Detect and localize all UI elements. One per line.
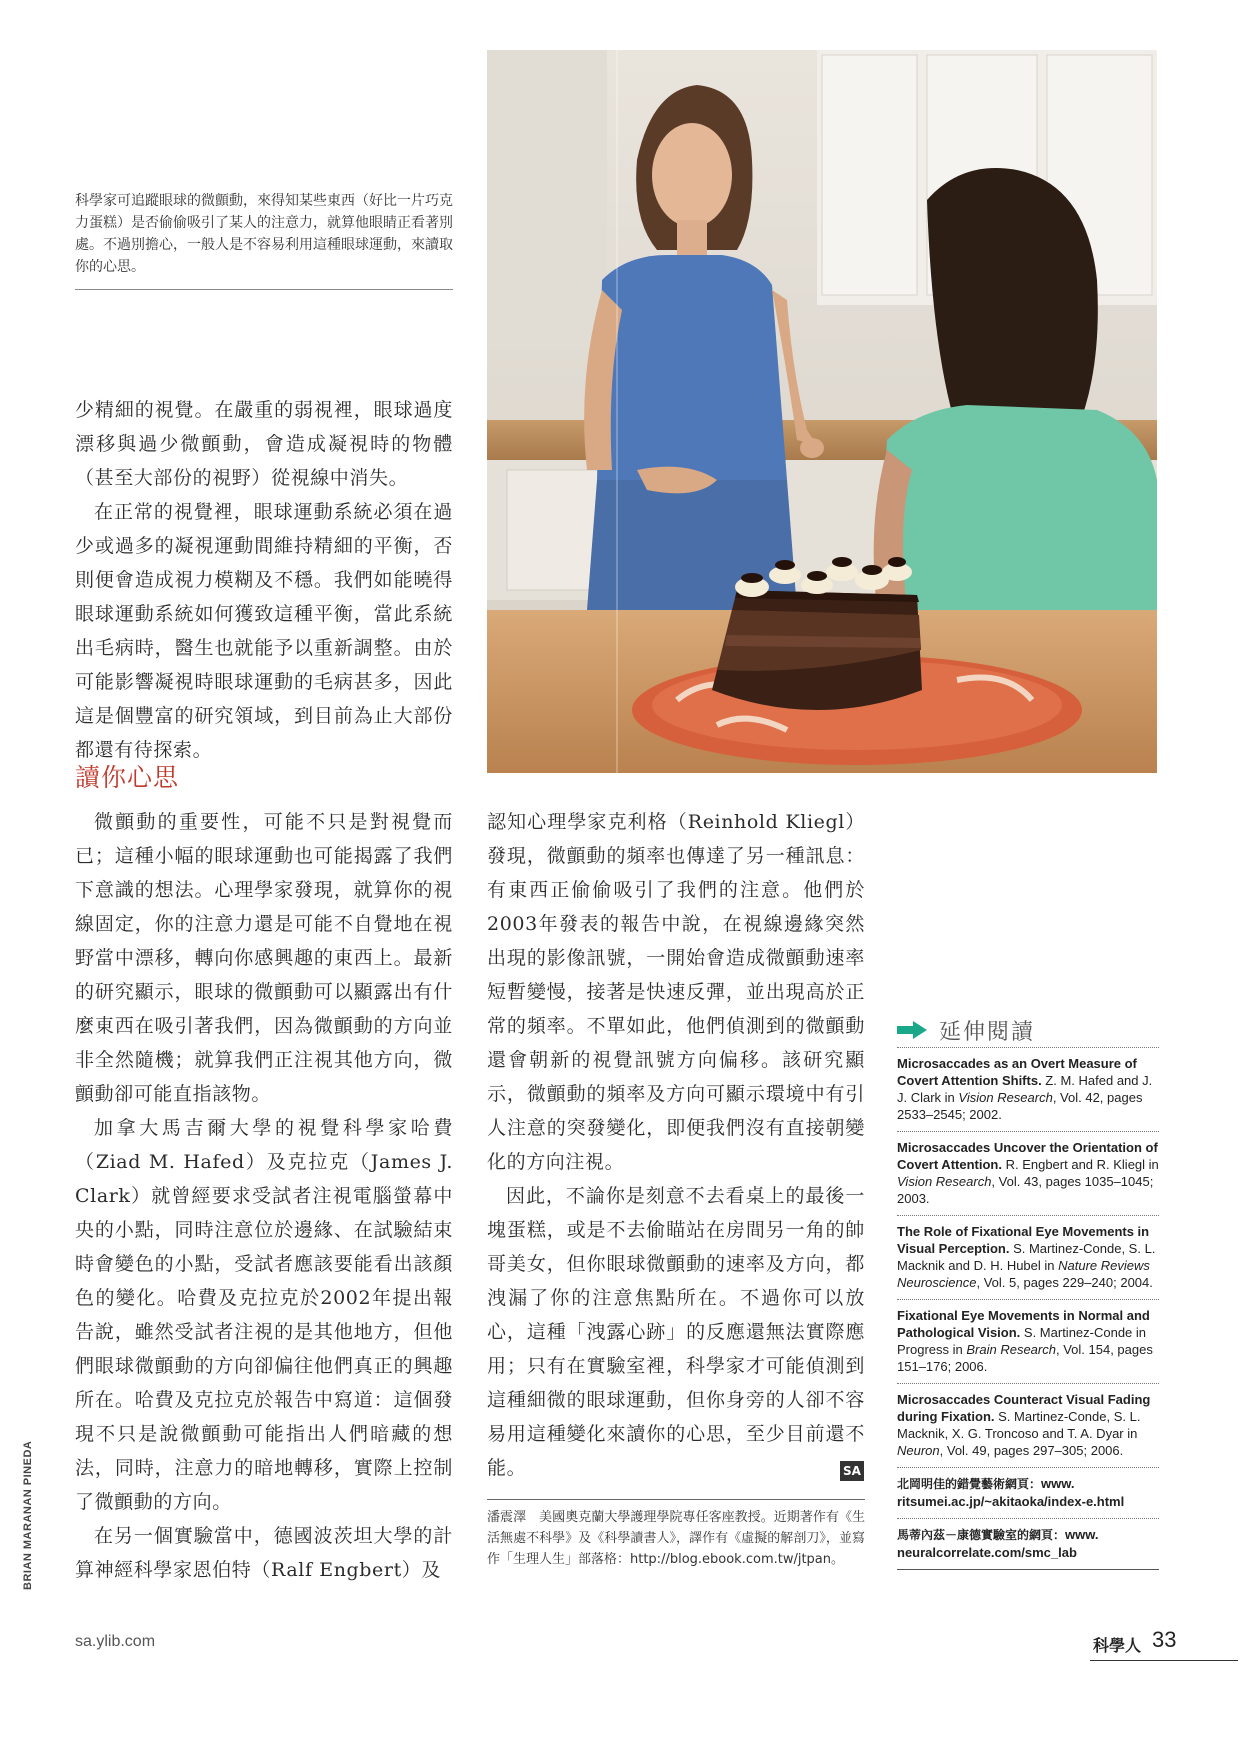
web-link-item [897,1467,1159,1518]
reference-details: , Vol. 43, pages 1035–1045; 2003. [897,1174,1154,1206]
reference-details: , Vol. 49, pages 297–305; 2006. [939,1443,1124,1458]
web-link-url[interactable]: www. neuralcorrelate.com/smc_lab [897,1527,1099,1560]
caption-divider [75,289,453,290]
reference-item [897,1215,1159,1299]
paragraph: 微顫動的重要性，可能不只是對視覺而已；這種小幅的眼球運動也可能揭露了我們下意識的想法。心理學家發現，就算你的視線固定，你的注意力還是可能不自覺地在視野當中漂移，轉向你感興趣的東西上。最新的研究顯示，眼球的微顫動可以顯露出有什麼東西在吸引著我們，因為微顫動的方向並非全然隨機；就算我們正注視其他方向，微顫動卻可能直指該物。 [75,811,453,1105]
further-reading-header [897,1013,1159,1047]
paragraph: 少精細的視覺。在嚴重的弱視裡，眼球過度漂移與過少微顫動，會造成凝視時的物體（甚至大部份的視野）從視線中消失。 [75,399,453,489]
reference-item [897,1383,1159,1467]
reference-journal: Vision Research [897,1174,992,1189]
reference-journal: Neuron [897,1443,940,1458]
reference-item [897,1047,1159,1131]
reference-journal: Brain Research [966,1342,1056,1357]
paragraph: 因此，不論你是刻意不去看桌上的最後一塊蛋糕，或是不去偷瞄站在房間另一角的帥哥美女，但你眼球微顫動的速率及方向，都洩漏了你的注意焦點所在。不過你可以放心，這種「洩露心跡」的反應還無法實際應用；只有在實驗室裡，科學家才可能偵測到這種細微的眼球運動，但你身旁的人卻不容易用這種變化來讀你的心思，至少目前還不能。 [487,1185,865,1479]
web-links [897,1467,1159,1569]
reference-title: Microsaccades as an Overt Measure of Covert Attention Shifts. [897,1056,1137,1088]
cake-photo [487,50,1157,773]
reference-title: Microsaccades Uncover the Orientation of Covert Attention. [897,1140,1158,1172]
web-link-label: 北岡明佳的錯覺藝術網頁： [897,1477,1042,1491]
paragraph: 在另一個實驗當中，德國波茨坦大學的計算神經科學家恩伯特（Ralf Engbert）及 [75,1525,453,1581]
body-column-1-top [75,393,453,767]
reference-authors: S. Martinez-Conde, S. L. Macknik, X. G. Troncoso and T. A. Dyar in [897,1409,1141,1441]
body-column-1-bottom [75,805,453,1587]
footer-rule [1090,1660,1238,1661]
reference-title: The Role of Fixational Eye Movements in Visual Perception. [897,1224,1150,1256]
reference-authors: R. Engbert and R. Kliegl in [1001,1157,1159,1172]
paragraph: 加拿大馬吉爾大學的視覺科學家哈費（Ziad M. Hafed）及克拉克（James J. Clark）就曾經要求受試者注視電腦螢幕中央的小點，同時注意位於邊緣、在試驗結束時會變色的小點，受試者應該要能看出該顏色的變化。哈費及克拉克於2002年提出報告說，雖然受試者注視的是其他地方，但他們眼球微顫動的方向卻偏往他們真正的興趣所在。哈費及克拉克於報告中寫道：這個發現不只是說微顫動可能指出人們暗藏的想法，同時，注意力的暗地轉移，實際上控制了微顫動的方向。 [75,1117,453,1513]
reference-title: Microsaccades Counteract Visual Fading during Fixation. [897,1392,1151,1424]
page-number: 33 [1152,1627,1177,1652]
reference-authors: Z. M. Hafed and J. J. Clark in [897,1073,1153,1105]
web-link-url[interactable]: www. ritsumei.ac.jp/~akitaoka/index-e.html [897,1476,1125,1509]
author-bio: 潘震澤 美國奧克蘭大學護理學院專任客座教授。近期著作有《生活無處不科學》及《科學讀書人》，譯作有《虛擬的解剖刀》，並寫作「生理人生」部落格：http://blog.ebook.com.tw/jtpan。 [487,1510,865,1567]
reference-authors: S. Martinez-Conde in Progress in [897,1325,1147,1357]
photo-credit: BRIAN MARANAN PINEDA [22,1440,34,1590]
reference-item [897,1299,1159,1383]
end-mark: SA [840,1461,864,1481]
paragraph: 認知心理學家克利格（Reinhold Kliegl）發現，微顫動的頻率也傳達了另一種訊息：有東西正偷偷吸引了我們的注意。他們於2003年發表的報告中說，在視線邊緣突然出現的影像訊號，一開始會造成微顫動速率短暫變慢，接著是快速反彈，並出現高於正常的頻率。不單如此，他們偵測到的微顫動還會朝新的視覺訊號方向偏移。該研究顯示，微顫動的頻率及方向可顯示環境中有引人注意的突發變化，即便我們沒有直接朝變化的方向注視。 [487,811,865,1173]
further-reading-title: 延伸閱讀 [939,1019,1036,1045]
arrow-right-icon [897,1021,927,1039]
reference-details: , Vol. 154, pages 151–176; 2006. [897,1342,1153,1374]
reference-details: , Vol. 5, pages 229–240; 2004. [976,1275,1153,1290]
web-link-item [897,1518,1159,1569]
reference-item [897,1131,1159,1215]
section-heading: 讀你心思 [75,763,180,792]
reference-authors: S. Martinez-Conde, S. L. Macknik and D. H. Hubel in [897,1241,1156,1273]
reference-list [897,1047,1159,1467]
photo-caption: 科學家可追蹤眼球的微顫動，來得知某些東西（好比一片巧克力蛋糕）是否偷偷吸引了某人的注意力，就算他眼睛正看著別處。不過別擔心，一般人是不容易利用這種眼球運動，來讀取你的心思。 [75,193,453,275]
reference-journal: Vision Research [958,1090,1053,1105]
sidebar-bottom-rule [897,1569,1159,1570]
web-link-label: 馬蒂內茲－康德實驗室的網頁： [897,1528,1066,1542]
body-column-2 [487,805,865,1485]
further-reading-sidebar [897,1013,1159,1570]
paragraph: 在正常的視覺裡，眼球運動系統必須在過少或過多的凝視運動間維持精細的平衡，否則便會造成視力模糊及不穩。我們如能曉得眼球運動系統如何獲致這種平衡，當此系統出毛病時，醫生也就能予以重新調整。由於可能影響凝視時眼球運動的毛病甚多，因此這是個豐富的研究領域，到目前為止大部份都還有待探索。 [75,501,453,761]
reference-journal: Nature Reviews Neuroscience [897,1258,1150,1290]
reference-title: Fixational Eye Movements in Normal and Pathological Vision. [897,1308,1150,1340]
bio-divider [487,1499,865,1500]
reference-details: , Vol. 42, pages 2533–2545; 2002. [897,1090,1143,1122]
magazine-name: 科學人 [1093,1636,1142,1655]
site-url[interactable]: sa.ylib.com [75,1633,156,1650]
